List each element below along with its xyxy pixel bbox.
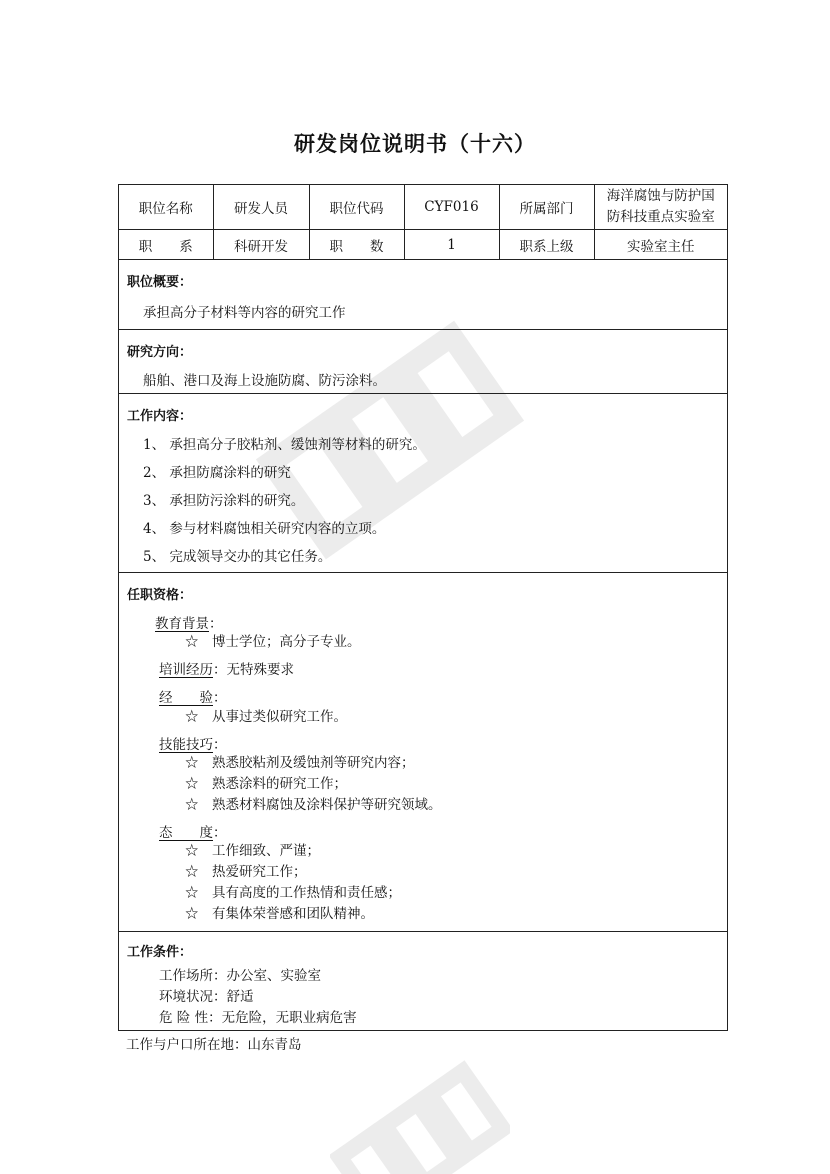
work-item: 2、 承担防腐涂料的研究 [143,465,291,481]
label-superior: 职系上级 [499,230,594,260]
page-title: 研发岗位说明书（十六） [294,132,536,156]
superior: 实验室主任 [594,230,727,260]
work-item: 5、 完成领导交办的其它任务。 [143,549,332,565]
section-overview [119,260,727,330]
headcount: 1 [404,230,499,260]
overview-text: 承担高分子材料等内容的研究工作 [143,305,346,321]
experience-label: 经 验： [159,690,227,706]
attitude-item: ☆ 有集体荣誉感和团队精神。 [185,906,374,922]
direction-text: 船舶、港口及海上设施防腐、防污涂料。 [143,373,386,389]
section-work-conditions [119,932,727,1032]
header-table [119,185,727,260]
attitude-label: 态 度： [159,825,227,841]
direction-heading: 研究方向： [127,345,193,360]
attitude-item: ☆ 具有高度的工作热情和责任感； [185,885,401,901]
conditions-hazard: 危 险 性：无危险，无职业病危害 [159,1010,357,1026]
section-qualifications [119,573,727,932]
department-line-2: 防科技重点实验室 [606,209,715,225]
section-work-content [119,394,727,573]
label-position-name: 职位名称 [119,185,213,230]
department [594,185,727,230]
attitude-item: ☆ 工作细致、严谨； [185,843,320,859]
work-heading: 工作内容： [127,409,193,424]
label-department: 所属部门 [499,185,594,230]
position-name: 研发人员 [213,185,309,230]
label-position-code: 职位代码 [309,185,404,230]
label-headcount: 职 数 [309,230,404,260]
position-code: CYF016 [404,185,499,230]
conditions-place: 工作场所：办公室、实验室 [159,968,321,984]
department-line-1: 海洋腐蚀与防护国 [606,188,715,204]
experience-item: ☆ 从事过类似研究工作。 [185,709,347,725]
qualifications-heading: 任职资格： [127,588,193,603]
conditions-environment: 环境状况：舒适 [159,989,254,1005]
overview-heading: 职位概要： [127,275,193,290]
work-item: 1、 承担高分子胶粘剂、缓蚀剂等材料的研究。 [143,437,426,453]
skills-item: ☆ 熟悉涂料的研究工作； [185,776,347,792]
label-series: 职 系 [119,230,213,260]
attitude-item: ☆ 热爱研究工作； [185,864,307,880]
watermark-logo-bottom [330,1060,510,1174]
training-line: 培训经历：无特殊要求 [159,662,294,678]
job-description-table [118,184,728,1031]
conditions-heading: 工作条件： [127,945,193,960]
series: 科研开发 [213,230,309,260]
training-value: 无特殊要求 [226,662,294,678]
education-label: 教育背景： [155,616,223,632]
section-research-direction [119,330,727,394]
skills-item: ☆ 熟悉胶粘剂及缓蚀剂等研究内容； [185,755,415,771]
skills-item: ☆ 熟悉材料腐蚀及涂料保护等研究领域。 [185,797,442,813]
education-item: ☆ 博士学位；高分子专业。 [185,634,361,650]
work-item: 3、 承担防污涂料的研究。 [143,493,305,509]
skills-label: 技能技巧： [159,737,227,753]
work-item: 4、 参与材料腐蚀相关研究内容的立项。 [143,521,386,537]
footer-location: 工作与户口所在地：山东青岛 [126,1037,302,1053]
